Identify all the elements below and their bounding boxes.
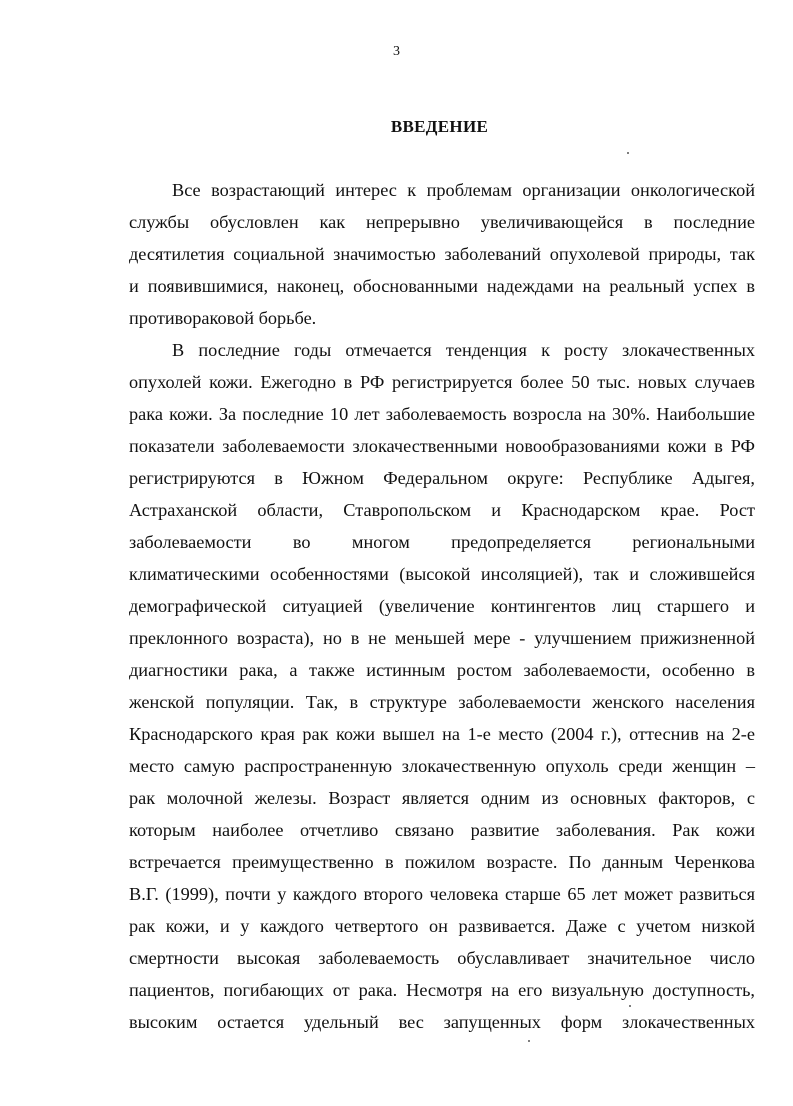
text-line: В.Г. (1999), почти у каждого второго человека старше 65 лет может развиться	[129, 884, 755, 904]
text-line: десятилетия социальной значимостью заболеваний опухолевой природы, так	[129, 244, 755, 264]
text-line: службы обусловлен как непрерывно увеличивающейся в последние	[129, 212, 755, 232]
text-line: В последние годы отмечается тенденция к росту злокачественных	[172, 340, 755, 360]
text-line: и появившимися, наконец, обоснованными надеждами на реальный успех в	[129, 276, 755, 296]
text-line: место самую распространенную злокачественную опухоль среди женщин –	[129, 756, 755, 776]
text-line: рак молочной железы. Возраст является одним из основных факторов, с	[129, 788, 755, 808]
scan-speck	[629, 1005, 631, 1007]
text-line: заболеваемости во многом предопределяется региональными	[129, 532, 755, 552]
text-line: женской популяции. Так, в структуре заболеваемости женского населения	[129, 692, 755, 712]
text-line: рака кожи. За последние 10 лет заболеваемость возросла на 30%. Наибольшие	[129, 404, 755, 424]
text-line: показатели заболеваемости злокачественными новообразованиями кожи в РФ	[129, 436, 755, 456]
text-line: смертности высокая заболеваемость обуславливает значительное число	[129, 948, 755, 968]
text-line: демографической ситуацией (увеличение контингентов лиц старшего и	[129, 596, 755, 616]
text-line: Краснодарского края рак кожи вышел на 1-е место (2004 г.), оттеснив на 2-е	[129, 724, 755, 744]
text-line: опухолей кожи. Ежегодно в РФ регистрируется более 50 тыс. новых случаев	[129, 372, 755, 392]
text-line: противораковой борьбе.	[129, 308, 317, 328]
text-line: рак кожи, и у каждого четвертого он развивается. Даже с учетом низкой	[129, 916, 755, 936]
page-title: ВВЕДЕНИЕ	[390, 117, 489, 136]
text-line: Все возрастающий интерес к проблемам организации онкологической	[172, 180, 755, 200]
scan-speck	[528, 1040, 530, 1042]
text-line: высоким остается удельный вес запущенных форм злокачественных	[129, 1012, 755, 1032]
text-line: преклонного возраста), но в не меньшей мере - улучшением прижизненной	[129, 628, 755, 648]
text-line: диагностики рака, а также истинным ростом заболеваемости, особенно в	[129, 660, 755, 680]
scan-speck	[627, 152, 629, 154]
text-line: регистрируются в Южном Федеральном округе: Республике Адыгея,	[129, 468, 755, 488]
text-line: климатическими особенностями (высокой инсоляцией), так и сложившейся	[129, 564, 755, 584]
text-line: пациентов, погибающих от рака. Несмотря на его визуальную доступность,	[129, 980, 755, 1000]
text-line: Астраханской области, Ставропольском и Краснодарском крае. Рост	[129, 500, 755, 520]
page-number: 3	[393, 44, 400, 59]
text-line: которым наиболее отчетливо связано развитие заболевания. Рак кожи	[129, 820, 755, 840]
text-line: встречается преимущественно в пожилом возрасте. По данным Черенкова	[129, 852, 755, 872]
